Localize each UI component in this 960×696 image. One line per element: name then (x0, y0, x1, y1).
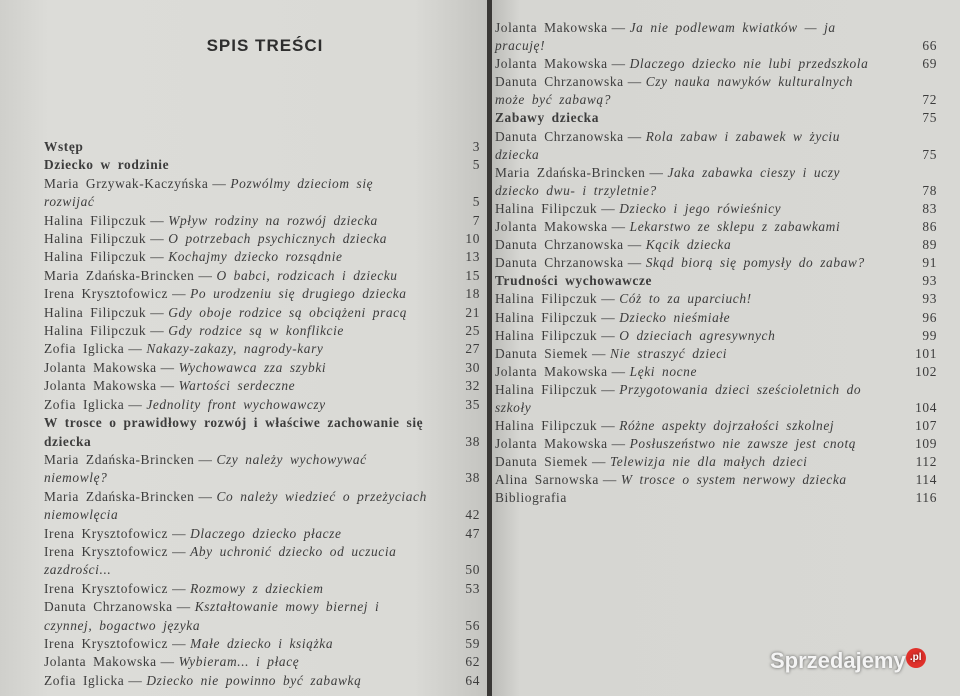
entry-title: Kształtowanie mowy biernej i czynnej, bogactwo języka (44, 599, 380, 633)
toc-entry (495, 200, 937, 218)
dash-separator: — (128, 396, 143, 412)
entry-author: Halina Filipczuk (44, 304, 147, 320)
dash-separator: — (601, 291, 616, 307)
page-number: 104 (915, 399, 937, 415)
entry-text (495, 19, 903, 55)
toc-entry (495, 290, 937, 308)
toc-entry (495, 128, 937, 164)
entry-text (495, 489, 903, 507)
toc-entry (44, 359, 480, 377)
entry-author: Halina Filipczuk (495, 381, 598, 397)
toc-entry (44, 488, 480, 525)
dash-separator: — (611, 363, 626, 379)
page-number: 7 (472, 212, 480, 228)
dash-separator: — (172, 635, 187, 651)
toc-entry (44, 672, 480, 690)
page-number: 32 (465, 378, 480, 394)
entry-author: Zofia Iglicka (44, 341, 125, 357)
toc-entry (44, 340, 480, 358)
entry-author: Halina Filipczuk (495, 200, 598, 216)
entry-author: Halina Filipczuk (495, 327, 598, 343)
entry-text (495, 218, 903, 236)
page-number: 27 (465, 341, 480, 357)
entry-text (44, 488, 446, 525)
dash-separator: — (611, 436, 626, 452)
dash-separator: — (198, 267, 213, 283)
toc-entry (495, 218, 937, 236)
toc-entry (44, 653, 480, 671)
dash-separator: — (150, 231, 165, 247)
entry-title: Dziecko nie powinno być zabawką (146, 672, 362, 688)
page-number: 50 (465, 562, 480, 578)
page-number: 96 (922, 309, 937, 325)
page-number: 56 (465, 617, 480, 633)
entry-title: Rozmowy z dzieckiem (190, 580, 324, 596)
toc-entry (495, 345, 937, 363)
entry-title: O babci, rodzicach i dziecku (216, 267, 398, 283)
page-number: 30 (465, 359, 480, 375)
entry-title: Nie straszyć dzieci (609, 345, 728, 361)
entry-text (44, 359, 446, 377)
toc-entry (44, 304, 480, 322)
page-number: 62 (465, 654, 480, 670)
dash-separator: — (601, 200, 616, 216)
entry-author: Halina Filipczuk (495, 418, 598, 434)
entry-author: Alina Sarnowska (495, 472, 599, 488)
entry-author: Jolanta Makowska (495, 56, 608, 72)
right-page (492, 0, 960, 696)
entry-title: Bibliografia (495, 490, 567, 506)
entry-title: Małe dziecko i książka (190, 635, 334, 651)
entry-author: Danuta Siemek (495, 345, 588, 361)
entry-author: Halina Filipczuk (44, 212, 147, 228)
dash-separator: — (627, 74, 642, 90)
entry-title: Gdy rodzice są w konflikcie (168, 323, 344, 339)
toc-entry (44, 322, 480, 340)
page-number: 83 (922, 200, 937, 216)
entry-author: Maria Zdańska-Brincken (495, 164, 646, 180)
entry-author: Danuta Chrzanowska (495, 74, 624, 90)
toc-entry (495, 19, 937, 55)
entry-title: Wartości serdeczne (178, 378, 296, 394)
entry-author: Jolanta Makowska (44, 378, 157, 394)
section-title: Trudności wychowawcze (495, 273, 653, 289)
watermark-badge: .pl (906, 648, 926, 668)
page-number: 64 (465, 672, 480, 688)
page-number: 47 (465, 525, 480, 541)
toc-entry (495, 327, 937, 345)
dash-separator: — (601, 418, 616, 434)
toc-entry (44, 285, 480, 303)
entry-text (44, 653, 446, 671)
dash-separator: — (602, 472, 617, 488)
page-number: 38 (465, 470, 480, 486)
page-number: 102 (915, 363, 937, 379)
entry-text (44, 635, 446, 653)
dash-separator: — (611, 56, 626, 72)
entry-title: Cóż to za uparciuch! (619, 291, 752, 307)
entry-author: Maria Grzywak-Kaczyńska (44, 175, 209, 191)
entry-text (495, 236, 903, 254)
entry-text (495, 254, 903, 272)
toc-entry (44, 525, 480, 543)
toc-entry (44, 175, 480, 212)
entry-title: Czy nauka nawyków kulturalnych może być zabawą? (495, 74, 854, 108)
entry-author: Halina Filipczuk (495, 309, 598, 325)
page-number: 13 (465, 249, 480, 265)
entry-author: Jolanta Makowska (44, 654, 157, 670)
entry-text (495, 327, 903, 345)
toc-entry (495, 435, 937, 453)
dash-separator: — (627, 237, 642, 253)
entry-text (495, 164, 903, 200)
page-number: 101 (915, 345, 937, 361)
page-number: 89 (922, 237, 937, 253)
page-number: 93 (922, 291, 937, 307)
toc-entry (495, 471, 937, 489)
entry-title: Rola zabaw i zabawek w życiu dziecka (495, 128, 841, 162)
entry-text (495, 290, 903, 308)
entry-title: Wpływ rodziny na rozwój dziecka (168, 212, 378, 228)
dash-separator: — (611, 20, 626, 35)
toc-entry (44, 580, 480, 598)
toc-entry (44, 377, 480, 395)
entry-author: Halina Filipczuk (44, 323, 147, 339)
entry-title: Posłuszeństwo nie zawsze jest cnotą (629, 436, 857, 452)
dash-separator: — (611, 219, 626, 235)
entry-author: Irena Krysztofowicz (44, 543, 169, 559)
dash-separator: — (150, 249, 165, 265)
entry-text (44, 598, 446, 635)
toc-entry (44, 212, 480, 230)
entry-text (495, 363, 903, 381)
watermark-text: Sprzedajemy (770, 648, 906, 673)
toc-entry (44, 230, 480, 248)
toc-entry (495, 489, 937, 507)
toc-entry (495, 381, 937, 417)
toc-section-heading (495, 272, 937, 290)
entry-text (495, 73, 903, 109)
toc-list-right (495, 19, 937, 508)
dash-separator: — (627, 255, 642, 271)
dash-separator: — (128, 341, 143, 357)
entry-author: Irena Krysztofowicz (44, 525, 169, 541)
entry-title: Jednolity front wychowawczy (146, 396, 326, 412)
entry-author: Danuta Chrzanowska (44, 599, 173, 615)
dash-separator: — (601, 327, 616, 343)
page-number: 5 (472, 157, 480, 173)
entry-title: Ja nie podlewam kwiatków — ja pracuję! (495, 20, 836, 54)
dash-separator: — (172, 525, 187, 541)
toc-section-heading (44, 156, 480, 174)
dash-separator: — (212, 175, 227, 191)
page-number: 93 (922, 273, 937, 289)
entry-text (44, 396, 446, 414)
entry-author: Jolanta Makowska (495, 363, 608, 379)
entry-title: Skąd biorą się pomysły do zabaw? (645, 255, 865, 271)
page-number: 109 (915, 436, 937, 452)
entry-title: O potrzebach psychicznych dziecka (168, 231, 388, 247)
entry-author: Maria Zdańska-Brincken (44, 488, 195, 504)
dash-separator: — (150, 304, 165, 320)
dash-separator: — (627, 128, 642, 144)
entry-text (44, 248, 446, 266)
toc-entry (44, 635, 480, 653)
entry-text (495, 417, 903, 435)
entry-title: Czy należy wychowywać niemowlę? (44, 451, 367, 486)
page-number: 53 (465, 580, 480, 596)
entry-text (44, 285, 446, 303)
entry-title: Aby uchronić dziecko od uczucia zazdrości... (44, 543, 397, 578)
page-number: 35 (465, 396, 480, 412)
section-title: Wstęp (44, 139, 84, 154)
page-number: 3 (472, 139, 480, 154)
page-number: 107 (915, 418, 937, 434)
entry-text (44, 267, 446, 285)
toc-entry (44, 248, 480, 266)
entry-text (44, 175, 446, 212)
page-number: 112 (915, 454, 937, 470)
entry-text (495, 128, 903, 164)
page-number: 78 (922, 182, 937, 198)
entry-title: Telewizja nie dla małych dzieci (609, 454, 808, 470)
entry-text (495, 55, 903, 73)
dash-separator: — (601, 309, 616, 325)
entry-text (44, 672, 446, 690)
dash-separator: — (176, 599, 191, 615)
entry-author: Halina Filipczuk (495, 291, 598, 307)
page-number: 66 (922, 38, 937, 54)
page-number: 116 (915, 490, 937, 506)
entry-text (495, 435, 903, 453)
page-number: 15 (465, 267, 480, 283)
entry-text (495, 309, 903, 327)
entry-text (495, 453, 903, 471)
entry-title: Wychowawca zza szybki (178, 359, 327, 375)
dash-separator: — (160, 359, 175, 375)
entry-title: Pozwólmy dzieciom się rozwijać (44, 175, 374, 210)
toc-entry (495, 164, 937, 200)
page-number: 10 (465, 231, 480, 247)
entry-text (44, 138, 446, 156)
dash-separator: — (150, 212, 165, 228)
toc-entry (495, 236, 937, 254)
page-number: 21 (465, 304, 480, 320)
toc-entry (495, 73, 937, 109)
entry-title: Dlaczego dziecko płacze (190, 525, 342, 541)
page-number: 114 (915, 472, 937, 488)
dash-separator: — (591, 345, 606, 361)
page-number: 75 (922, 110, 937, 126)
entry-author: Danuta Siemek (495, 454, 588, 470)
entry-text (44, 304, 446, 322)
toc-entry (495, 55, 937, 73)
dash-separator: — (172, 543, 187, 559)
dash-separator: — (591, 454, 606, 470)
page-number: 75 (922, 146, 937, 162)
entry-title: Nakazy-zakazy, nagrody-kary (146, 341, 324, 357)
entry-author: Irena Krysztofowicz (44, 580, 169, 596)
entry-title: Dlaczego dziecko nie lubi przedszkola (629, 56, 869, 72)
dash-separator: — (172, 286, 187, 302)
page-number: 18 (465, 286, 480, 302)
dash-separator: — (198, 451, 213, 467)
sprzedajemy-watermark-logo (770, 648, 926, 674)
section-title: W trosce o prawidłowy rozwój i właściwe zachowanie się dziecka (44, 415, 424, 449)
entry-title: Wybieram... i płacę (178, 654, 300, 670)
entry-title: Co należy wiedzieć o przeżyciach niemowlęcia (44, 488, 427, 523)
entry-text (495, 109, 903, 127)
toc-entry (44, 267, 480, 285)
page-number: 42 (465, 507, 480, 523)
entry-text (44, 212, 446, 230)
entry-title: Lęki nocne (629, 363, 698, 379)
entry-text (495, 345, 903, 363)
entry-author: Danuta Chrzanowska (495, 237, 624, 253)
entry-author: Irena Krysztofowicz (44, 286, 169, 302)
page-number: 38 (465, 433, 480, 449)
entry-author: Danuta Chrzanowska (495, 128, 624, 144)
page-number: 69 (922, 56, 937, 72)
entry-author: Zofia Iglicka (44, 672, 125, 688)
toc-entry (44, 598, 480, 635)
page-number: 99 (922, 327, 937, 343)
toc-entry (44, 543, 480, 580)
entry-text (44, 525, 446, 543)
entry-text (44, 340, 446, 358)
section-title: Zabawy dziecka (495, 110, 600, 126)
entry-author: Danuta Chrzanowska (495, 255, 624, 271)
page-number: 72 (922, 92, 937, 108)
entry-text (44, 377, 446, 395)
entry-author: Zofia Iglicka (44, 396, 125, 412)
dash-separator: — (150, 323, 165, 339)
toc-entry (495, 417, 937, 435)
entry-text (44, 230, 446, 248)
entry-title: Przygotowania dzieci sześcioletnich do szkoły (495, 381, 862, 415)
entry-text (495, 272, 903, 290)
entry-text (44, 322, 446, 340)
dash-separator: — (649, 164, 664, 180)
entry-title: O dzieciach agresywnych (619, 327, 776, 343)
entry-text (44, 580, 446, 598)
dash-separator: — (160, 654, 175, 670)
page-number: 91 (922, 255, 937, 271)
entry-title: Kochajmy dziecko rozsądnie (168, 249, 343, 265)
page-title: SPIS TREŚCI (206, 36, 324, 55)
entry-author: Halina Filipczuk (44, 249, 147, 265)
toc-entry (495, 309, 937, 327)
entry-title: Lekarstwo ze sklepu z zabawkami (629, 219, 841, 235)
entry-author: Jolanta Makowska (495, 436, 608, 452)
dash-separator: — (172, 580, 187, 596)
entry-title: Różne aspekty dojrzałości szkolnej (619, 418, 835, 434)
page-number: 86 (922, 219, 937, 235)
dash-separator: — (601, 381, 616, 397)
entry-title: Kącik dziecka (645, 237, 732, 253)
toc-entry (495, 254, 937, 272)
entry-text (44, 414, 446, 451)
toc-section-heading (44, 414, 480, 451)
dash-separator: — (198, 488, 213, 504)
entry-text (495, 200, 903, 218)
entry-author: Irena Krysztofowicz (44, 635, 169, 651)
page-number: 5 (472, 194, 480, 210)
entry-author: Maria Zdańska-Brincken (44, 451, 195, 467)
dash-separator: — (128, 672, 143, 688)
entry-title: W trosce o system nerwowy dziecka (620, 472, 847, 488)
page-number: 25 (465, 323, 480, 339)
entry-title: Dziecko nieśmiałe (619, 309, 731, 325)
entry-text (495, 471, 903, 489)
entry-title: Jaka zabawka cieszy i uczy dziecko dwu- i trzyletnie? (495, 164, 841, 198)
toc-entry (495, 363, 937, 381)
entry-author: Halina Filipczuk (44, 231, 147, 247)
page-number: 59 (465, 635, 480, 651)
entry-text (44, 156, 446, 174)
toc-section-heading (495, 109, 937, 127)
dash-separator: — (160, 378, 175, 394)
toc-list-left (44, 138, 480, 690)
entry-title: Po urodzeniu się drugiego dziecka (190, 286, 407, 302)
entry-author: Jolanta Makowska (44, 359, 157, 375)
toc-entry (44, 396, 480, 414)
entry-author: Maria Zdańska-Brincken (44, 267, 195, 283)
entry-text (495, 381, 903, 417)
entry-text (44, 451, 446, 488)
entry-title: Dziecko i jego rówieśnicy (619, 200, 782, 216)
section-title: Dziecko w rodzinie (44, 157, 170, 173)
entry-author: Jolanta Makowska (495, 219, 608, 235)
entry-title: Gdy oboje rodzice są obciążeni pracą (168, 304, 408, 320)
toc-section-heading (44, 138, 480, 156)
entry-text (44, 543, 446, 580)
toc-entry (44, 451, 480, 488)
entry-author: Jolanta Makowska (495, 20, 608, 35)
toc-entry (495, 453, 937, 471)
